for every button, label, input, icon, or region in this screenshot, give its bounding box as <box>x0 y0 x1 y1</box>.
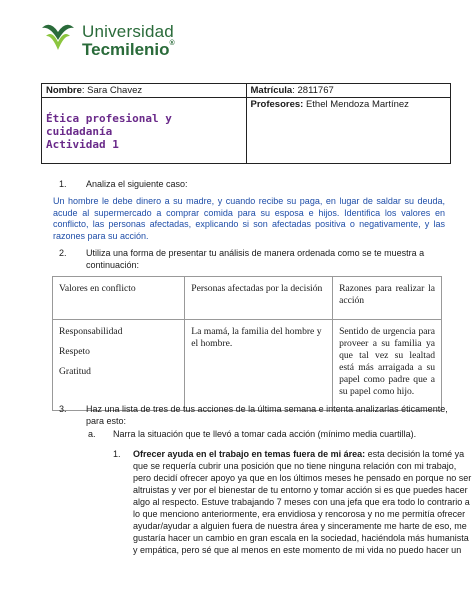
action-1-line: lo que menciono anteriormente, era envidiosa y rencorosa y no me permitía ofrecer <box>133 509 466 519</box>
sub-a-text: Narra la situación que te llevó a tomar cada acción (mínimo media cuartilla). <box>113 429 417 439</box>
action-1-line: ayudar/ayudar a alguien fuera de nuestra área y sinceramente me harte de eso, me <box>133 521 467 531</box>
action-1-first-line: Ofrecer ayuda en el trabajo en temas fuera de mi área: esta decisión la tomé ya <box>133 449 465 459</box>
course-cell: Ética profesional y cuidadanía Actividad 1 <box>42 98 247 164</box>
item-2-line1: Utiliza una forma de presentar tu análisis de manera ordenada como se te muestra a <box>86 248 425 258</box>
action-1-line: gustaría hacer un cambio en gran escala en la sociedad, haciéndola más humanista <box>133 533 469 543</box>
header-personas: Personas afectadas por la decisión <box>185 277 333 320</box>
analysis-table <box>52 276 442 411</box>
item-2-number: 2. <box>59 248 67 258</box>
razones-cell: Sentido de urgencia para proveer a su familia ya que tal vez su lealtad está más arraigada a su papel como padre que a su papel como hijo. <box>333 320 442 411</box>
sub-a-letter: a. <box>88 429 96 439</box>
profesores-cell: Profesores: Ethel Mendoza Martínez <box>246 98 451 164</box>
action-1-line: altruistas y ver por el bienestar de tu entorno y tomar acción si es que puedes hacer <box>133 485 468 495</box>
item-3-number: 3. <box>59 404 67 414</box>
logo-line1: Universidad <box>82 22 174 41</box>
valor-item: Respeto <box>59 346 90 357</box>
action-1-line: y empática, pero sé que al menos en este momento de mi vida no puedo hacer un <box>133 545 462 555</box>
item-3-line1: Haz una lista de tres de tus acciones de la última semana e intenta analizarlas éticamente, <box>86 404 448 414</box>
item-1-text: Analiza el siguiente caso: <box>86 179 188 189</box>
action-1-line: que se requería cubrir una posición que no tiene ninguna relación con mi trabajo, <box>133 461 457 471</box>
logo-line2: Tecmilenio® <box>82 40 175 59</box>
item-3-line2: para esto: <box>86 416 127 426</box>
header-razones: Razones para realizar la acción <box>333 277 442 320</box>
action-1-number: 1. <box>113 449 121 459</box>
item-1-number: 1. <box>59 179 67 189</box>
item-2-line2: continuación: <box>86 260 140 270</box>
university-logo <box>38 18 198 62</box>
valor-item: Responsabilidad <box>59 326 123 337</box>
header-valores: Valores en conflicto <box>53 277 185 320</box>
action-1-title: Ofrecer ayuda en el trabajo en temas fuera de mi área: <box>133 449 366 459</box>
action-1-line: algo al respecto. Estuve trabajando 7 meses con una jefa que era todo lo contrario a <box>133 497 470 507</box>
valores-cell <box>53 320 185 411</box>
case-text: Un hombre le debe dinero a su madre, y cuando recibe su paga, en lugar de saldar su deuda, acude al supermercado a comprar comida para su esposa e hijos. Identifica los valores en conflicto, las personas afectadas, explicando si son afectadas positiva o negativamente, y las razones para su acción. <box>53 196 445 241</box>
matricula-cell: Matrícula: 2811767 <box>246 84 451 98</box>
valor-item: Gratitud <box>59 366 91 377</box>
student-name-cell: Nombre: Sara Chavez <box>42 84 247 98</box>
action-1-line: pero decidí ofrecer apoyo ya que en los últimos meses he pensado en porque no ser <box>133 473 472 483</box>
personas-cell: La mamá, la familia del hombre y el hombre. <box>185 320 333 411</box>
header-table <box>41 83 451 164</box>
logo-mark-icon <box>38 18 78 58</box>
